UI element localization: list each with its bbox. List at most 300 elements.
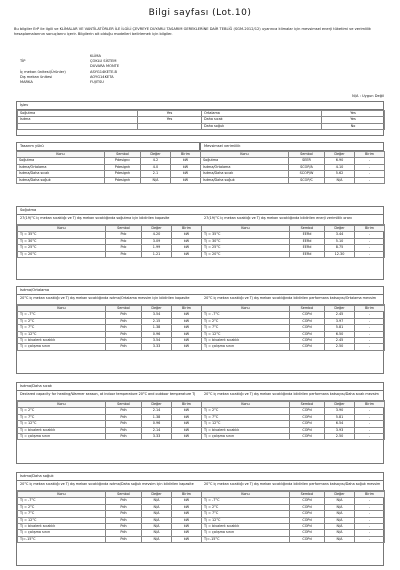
cell: 3.33: [142, 434, 172, 440]
table-row: [202, 251, 385, 257]
cell: 12.30: [325, 251, 355, 257]
cell: kW: [171, 171, 201, 177]
cell: Tj = 25°C: [18, 245, 106, 251]
cell: Tj = 12°C: [18, 331, 106, 337]
cell: -: [355, 245, 385, 251]
cell: Tj = çalışma sınırı: [18, 344, 106, 350]
subsection-caption: Declared capacity for heating/Warmer season, at indoor temperature 20°C and outdoor temperature Tj: [17, 391, 201, 401]
column-header: Konu: [202, 306, 290, 312]
islev-table-left: [17, 110, 202, 130]
cell: Tj = -7°C: [18, 498, 106, 504]
cell: COPd: [290, 524, 325, 530]
cell: Isıtma/Ortalama: [17, 164, 105, 170]
column-header: Birim: [172, 402, 202, 408]
cell: Pdh: [106, 511, 142, 517]
info-value: AOYG14KETA: [90, 74, 114, 79]
page-title: Bilgi sayfası (Lot.10): [148, 8, 252, 18]
cell: Yes: [322, 117, 385, 123]
cell: kW: [172, 245, 202, 251]
column-header: Birim: [171, 152, 201, 158]
cell: kW: [172, 498, 202, 504]
table-row: [202, 434, 385, 440]
cell: Tj = 2°C: [18, 504, 106, 510]
table-row: [202, 123, 385, 129]
cell: Soğutma: [17, 158, 105, 164]
cell: Pdesignh: [105, 164, 141, 170]
cell: Isıtma/Daha soğuk: [17, 177, 105, 183]
cell: Tj = 35°C: [202, 232, 290, 238]
column-header: Konu: [201, 152, 289, 158]
cell: Tj = 20°C: [18, 251, 106, 257]
product-info: [20, 54, 119, 85]
column-header: Sembol: [105, 152, 141, 158]
cell: 2.50: [325, 344, 355, 350]
subsection-caption: 20°C iç mekan sıcaklığı ve Tj dış mekan sıcaklığında bildirilen performans katsayısı/Daha soğuk mevsim: [201, 481, 385, 491]
cell: Tj = 12°C: [202, 331, 290, 337]
column-header: Değer: [142, 226, 172, 232]
cell: Daha soğuk: [202, 123, 322, 129]
cell: 2.45: [325, 338, 355, 344]
column-header: Konu: [18, 402, 106, 408]
cell: kW: [171, 177, 201, 183]
column-header: Birim: [355, 492, 385, 498]
cell: kW: [172, 344, 202, 350]
cell: kW: [171, 164, 201, 170]
cell: [138, 123, 202, 129]
cell: Yes: [138, 117, 202, 123]
section-header: Mevsimsel verimlilik: [200, 142, 384, 151]
sicak-right: [201, 391, 385, 440]
cell: Pdesignh: [105, 171, 141, 177]
cell: kW: [172, 427, 202, 433]
cell: -: [355, 338, 385, 344]
cell: Tj = çalışma sınırı: [202, 530, 290, 536]
cell: COPd: [290, 325, 325, 331]
cell: kW: [172, 434, 202, 440]
info-value: FUJITSU: [90, 80, 104, 85]
cell: Pdh: [106, 344, 142, 350]
cell: Pdc: [106, 232, 142, 238]
cell: SCOP/A: [289, 164, 325, 170]
cell: 3.33: [142, 344, 172, 350]
cell: 2.1: [141, 171, 171, 177]
column-header: Değer: [142, 492, 172, 498]
cell: Pdh: [106, 524, 142, 530]
cell: 2.45: [325, 312, 355, 318]
cell: Soğutma: [18, 111, 138, 117]
cell: N/A: [325, 177, 355, 183]
cell: N/A: [142, 504, 172, 510]
cell: 0.96: [142, 331, 172, 337]
table-row: [18, 434, 202, 440]
cell: Tj = 35°C: [18, 232, 106, 238]
cell: kW: [172, 312, 202, 318]
cell: 8.75: [325, 245, 355, 251]
cell: -: [355, 504, 385, 510]
tasarim-left: [16, 142, 200, 184]
cell: COPd: [290, 536, 325, 542]
seasonal-table: [200, 151, 385, 184]
sicak-capacity-table: [17, 401, 202, 440]
cell: Tj = bivalent sıcaklık: [18, 338, 106, 344]
cell: Soğutma: [201, 158, 289, 164]
cell: kW: [172, 536, 202, 542]
cell: kW: [172, 338, 202, 344]
cell: Tj = 2°C: [202, 408, 290, 414]
cell: Pdh: [106, 421, 142, 427]
cell: Pdc: [106, 245, 142, 251]
cell: -: [355, 344, 385, 350]
cell: Pdh: [106, 504, 142, 510]
section-header: İşlev: [17, 102, 383, 110]
cell: EERd: [290, 238, 325, 244]
sogutma-capacity-table: [17, 225, 202, 258]
cell: kW: [172, 325, 202, 331]
table-row: [18, 344, 202, 350]
cell: 2.14: [142, 427, 172, 433]
subsection-caption: 27(19)°C iç mekan sıcaklığı ve Tj dış mekan sıcaklığında bildirilen enerji verimlilik oranı: [201, 215, 385, 225]
cell: -: [355, 238, 385, 244]
cell: 3.93: [325, 427, 355, 433]
cell: 2.50: [325, 434, 355, 440]
cell: EERd: [290, 245, 325, 251]
islev-table-right: [201, 110, 385, 130]
cell: Pdh: [106, 434, 142, 440]
cell: -: [355, 158, 385, 164]
cell: COPd: [290, 331, 325, 337]
cell: -: [355, 421, 385, 427]
column-header: Birim: [172, 492, 202, 498]
cell: N/A: [325, 498, 355, 504]
cell: Tj = 2°C: [202, 318, 290, 324]
column-header: Birim: [355, 402, 385, 408]
cell: Yes: [322, 111, 385, 117]
cell: EERd: [290, 232, 325, 238]
cell: kW: [172, 331, 202, 337]
cell: COPd: [290, 517, 325, 523]
cell: -: [355, 517, 385, 523]
table-row: [18, 123, 202, 129]
cell: COPd: [290, 421, 325, 427]
cell: kW: [172, 511, 202, 517]
cell: SCOP/W: [289, 171, 325, 177]
cell: N/A: [142, 530, 172, 536]
info-key: Dış mekan ünitesi: [20, 74, 53, 79]
cell: 3.44: [325, 232, 355, 238]
column-header: Birim: [172, 226, 202, 232]
cell: kW: [172, 238, 202, 244]
cell: Tj = 12°C: [18, 517, 106, 523]
cell: Isıtma/Daha sıcak: [17, 171, 105, 177]
column-header: Sembol: [106, 226, 142, 232]
cell: COPd: [290, 344, 325, 350]
cell: 0.96: [142, 421, 172, 427]
column-header: Değer: [141, 152, 171, 158]
section-header: Isıtma/Daha soğuk: [17, 473, 383, 481]
sogutma-eer-table: [201, 225, 385, 258]
cell: Pdh: [106, 408, 142, 414]
info-key: İç mekan ünitesi(Ürünler): [20, 69, 66, 74]
cell: 2.14: [142, 408, 172, 414]
cell: Tj = 12°C: [202, 517, 290, 523]
subsection-caption: 20°C iç mekan sıcaklığı ve Tj dış mekan sıcaklığında ısıtma/Ortalama mevsim için bildirilen kapasite: [17, 295, 201, 305]
cell: Tj = 30°C: [18, 238, 106, 244]
column-header: Değer: [142, 402, 172, 408]
info-value: ÇOKLU SİSTEM: [90, 59, 117, 64]
cell: 1.38: [142, 325, 172, 331]
cell: Tj = 7°C: [18, 414, 106, 420]
column-header: Birim: [355, 226, 385, 232]
cell: Tj = -7°C: [18, 312, 106, 318]
cell: N/A: [325, 511, 355, 517]
na-note: N/A : Uygun Değil: [352, 94, 384, 98]
cell: Tj = bivalent sıcaklık: [18, 427, 106, 433]
cell: Isıtma/Ortalama: [201, 164, 289, 170]
cell: -: [355, 251, 385, 257]
cell: 3.97: [325, 318, 355, 324]
cell: N/A: [325, 530, 355, 536]
cell: -: [355, 427, 385, 433]
cell: -: [355, 312, 385, 318]
cell: -: [355, 511, 385, 517]
cell: COPd: [290, 408, 325, 414]
subsection-caption: 27(19)°C iç mekan sıcaklığı ve Tj dış mekan sıcaklığında soğutma için bildirilen kapasite: [17, 215, 201, 225]
cell: Tj = 2°C: [18, 318, 106, 324]
column-header: Sembol: [106, 306, 142, 312]
cell: Tj = 2°C: [202, 504, 290, 510]
cell: 3.09: [142, 238, 172, 244]
cell: Pdh: [106, 536, 142, 542]
table-row: [18, 536, 202, 542]
cell: Pdh: [106, 530, 142, 536]
info-key: MARKA: [20, 80, 33, 85]
cell: Tj = 7°C: [18, 325, 106, 331]
cell: kW: [172, 524, 202, 530]
cell: COPd: [290, 318, 325, 324]
info-value: KLİMA: [90, 54, 101, 58]
cell: kW: [172, 517, 202, 523]
cell: Tj = 30°C: [202, 238, 290, 244]
cell: Pdh: [106, 312, 142, 318]
cell: -: [355, 164, 385, 170]
cell: -: [355, 331, 385, 337]
cell: kW: [172, 408, 202, 414]
cell: 1.38: [142, 414, 172, 420]
cell: Tj = bivalent sıcaklık: [202, 524, 290, 530]
column-header: Konu: [17, 152, 105, 158]
cell: N/A: [142, 524, 172, 530]
soguk-right: [201, 481, 385, 543]
column-header: Sembol: [106, 492, 142, 498]
cell: Pdesignh: [105, 177, 141, 183]
ortalama-right: [201, 295, 385, 351]
cell: -: [355, 498, 385, 504]
cell: Pdh: [106, 517, 142, 523]
cell: COPd: [290, 427, 325, 433]
subsection-caption: 20°C iç mekan sıcaklığı ve Tj dış mekan sıcaklığında bildirilen performans katsayısı/Ortalama mevsim: [201, 295, 385, 305]
cell: Tj=-15°C: [202, 536, 290, 542]
cell: Tj = çalışma sınırı: [202, 344, 290, 350]
column-header: Konu: [18, 226, 106, 232]
sicak-section: [16, 382, 384, 464]
cell: COPd: [290, 338, 325, 344]
cell: 4.10: [325, 164, 355, 170]
cell: Tj = 2°C: [18, 408, 106, 414]
table-row: [18, 251, 202, 257]
cell: Pdh: [106, 331, 142, 337]
cell: N/A: [325, 517, 355, 523]
cell: -: [355, 530, 385, 536]
cell: Pdh: [106, 414, 142, 420]
cell: COPd: [290, 434, 325, 440]
cell: Tj = 25°C: [202, 245, 290, 251]
column-header: Değer: [325, 152, 355, 158]
column-header: Sembol: [290, 226, 325, 232]
cell: Tj = 7°C: [202, 325, 290, 331]
column-header: Konu: [202, 492, 290, 498]
cell: SCOP/C: [289, 177, 325, 183]
cell: Tj = çalışma sınırı: [18, 434, 106, 440]
cell: COPd: [290, 414, 325, 420]
column-header: Birim: [172, 306, 202, 312]
info-key: TİP: [20, 59, 26, 64]
cell: 5.81: [325, 325, 355, 331]
cell: Tj = -7°C: [202, 498, 290, 504]
cell: Tj = 12°C: [18, 421, 106, 427]
cell: 5.62: [325, 171, 355, 177]
cell: kW: [172, 421, 202, 427]
cell: -: [355, 434, 385, 440]
tasarim-section: [16, 142, 384, 194]
cell: 4.20: [142, 232, 172, 238]
cell: Tj = 7°C: [202, 414, 290, 420]
cell: Pdh: [106, 498, 142, 504]
cell: Tj = -7°C: [202, 312, 290, 318]
section-header: Soğutma: [17, 207, 383, 215]
cell: -: [355, 325, 385, 331]
islev-section: [16, 101, 384, 136]
column-header: Konu: [202, 226, 290, 232]
cell: 3.54: [142, 338, 172, 344]
cell: kW: [171, 158, 201, 164]
cell: COPd: [290, 312, 325, 318]
cell: Tj = 7°C: [202, 511, 290, 517]
cell: kW: [172, 251, 202, 257]
cell: kW: [172, 530, 202, 536]
column-header: Değer: [325, 226, 355, 232]
column-header: Sembol: [106, 402, 142, 408]
cell: -: [355, 232, 385, 238]
cell: Pdc: [106, 238, 142, 244]
cell: 3.90: [325, 408, 355, 414]
tasarim-table: [16, 151, 201, 184]
cell: kW: [172, 232, 202, 238]
ortalama-section: [16, 286, 384, 374]
cell: 6.50: [325, 331, 355, 337]
sogutma-right: [201, 215, 385, 258]
cell: Tj=-15°C: [18, 536, 106, 542]
cell: -: [355, 408, 385, 414]
cell: Isıtma/Daha soğuk: [201, 177, 289, 183]
column-header: Sembol: [290, 492, 325, 498]
section-header: Isıtma/Daha sıcak: [17, 383, 383, 391]
cell: 6.54: [325, 421, 355, 427]
soguk-section: [16, 472, 384, 566]
cell: Tj = 7°C: [18, 511, 106, 517]
cell: No: [322, 123, 385, 129]
cell: -: [355, 524, 385, 530]
cell: N/A: [325, 524, 355, 530]
ortalama-capacity-table: [17, 305, 202, 351]
cell: N/A: [142, 517, 172, 523]
ortalama-cop-table: [201, 305, 385, 351]
cell: Pdh: [106, 427, 142, 433]
cell: COPd: [290, 498, 325, 504]
cell: kW: [172, 318, 202, 324]
sicak-left: [17, 391, 201, 440]
cell: N/A: [142, 498, 172, 504]
soguk-left: [17, 481, 201, 543]
soguk-cop-table: [201, 491, 385, 543]
tasarim-right: [200, 142, 384, 184]
cell: EERd: [290, 251, 325, 257]
cell: 4.2: [141, 158, 171, 164]
cell: Tj = çalışma sınırı: [18, 530, 106, 536]
sogutma-section: [16, 206, 384, 280]
cell: Pdc: [106, 251, 142, 257]
cell: N/A: [142, 511, 172, 517]
cell: kW: [172, 504, 202, 510]
cell: Pdh: [106, 325, 142, 331]
cell: -: [355, 318, 385, 324]
cell: N/A: [325, 536, 355, 542]
cell: Tj = bivalent sıcaklık: [18, 524, 106, 530]
cell: Isıtma: [18, 117, 138, 123]
cell: Tj = bivalent sıcaklık: [202, 427, 290, 433]
table-row: [201, 177, 385, 183]
cell: COPd: [290, 504, 325, 510]
section-header: Isıtma/Ortalama: [17, 287, 383, 295]
cell: Pdh: [106, 338, 142, 344]
column-header: Konu: [18, 306, 106, 312]
cell: kW: [172, 414, 202, 420]
subsection-caption: 20°C iç mekan sıcaklığı ve Tj dış mekan sıcaklığında ısıtma/Daha soğuk mevsim için bildirilen kapasite: [17, 481, 201, 491]
subsection-caption: 20°C iç mekan sıcaklığı ve Tj dış mekan sıcaklığında bildirilen performans katsayısı/Daha sıcak mevsim: [201, 391, 385, 401]
table-row: [17, 177, 201, 183]
cell: Ortalama: [202, 111, 322, 117]
cell: N/A: [142, 536, 172, 542]
column-header: Birim: [355, 306, 385, 312]
cell: 3.54: [142, 312, 172, 318]
column-header: Sembol: [290, 402, 325, 408]
cell: Daha sıcak: [202, 117, 322, 123]
info-row: [20, 80, 119, 85]
cell: Tj = 20°C: [202, 251, 290, 257]
cell: Tj = 12°C: [202, 421, 290, 427]
cell: Tj = çalışma sınırı: [202, 434, 290, 440]
column-header: Değer: [142, 306, 172, 312]
table-row: [202, 344, 385, 350]
cell: 4.0: [141, 164, 171, 170]
column-header: Sembol: [289, 152, 325, 158]
cell: [18, 123, 138, 129]
info-value: DUVARA MONTE: [90, 64, 120, 69]
section-header: Tasarım yükü: [16, 142, 200, 151]
info-value: ASYG14KETE-B: [90, 69, 118, 74]
cell: -: [355, 171, 385, 177]
column-header: Değer: [325, 492, 355, 498]
intro-text: Bu bilgiler ErP ile ilgili ve KLİMALAR VE VANTİLATÖRLER İLE İLGİLİ ÇEVREYE DUYARLI TASARIM GEREKLERİNE DAİR TEBLİĞ (SGM-2012/12) uyarınca klimalar için mevsimsel enerji tüketimi ve verimlilik hesaplamalarının sonuçlarını içerir. Bilgilerin ait olduğu modelleri belirlemek için bilgiler.: [14, 27, 372, 36]
